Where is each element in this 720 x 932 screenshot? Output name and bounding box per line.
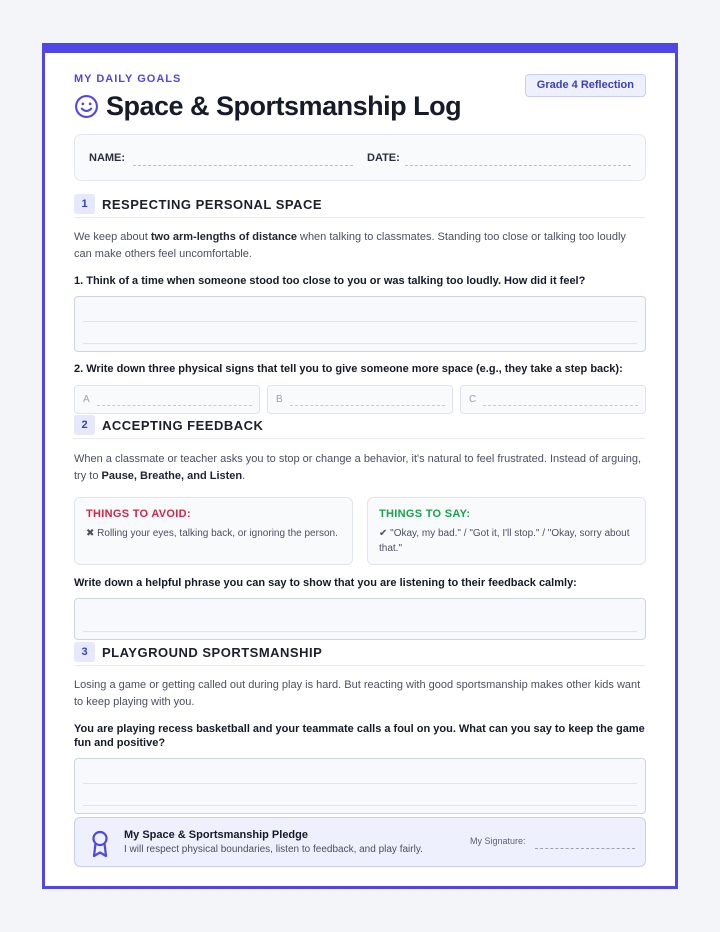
say-text: ✔ "Okay, my bad." / "Got it, I'll stop." / "Okay, sorry about that." <box>379 528 630 554</box>
intro-text: when talking to classmates. Standing too close or talking too loudly can make others feel uncomfortable. <box>74 231 626 260</box>
section-2-intro <box>74 451 646 485</box>
title-row <box>74 89 461 123</box>
name-date-box <box>74 134 646 181</box>
award-ribbon-icon <box>90 830 110 858</box>
section-3-title: PLAYGROUND SPORTSMANSHIP <box>102 645 323 660</box>
answer-box-a[interactable] <box>74 385 260 414</box>
smile-icon <box>74 94 99 119</box>
grade-badge: Grade 4 Reflection <box>525 74 646 97</box>
pledge-title: My Space & Sportsmanship Pledge <box>124 829 308 841</box>
answer-letter-a: A <box>83 394 90 405</box>
section-3-header <box>74 642 646 666</box>
answer-line <box>290 405 445 406</box>
section-2-number: 2 <box>74 415 95 435</box>
question-feedback: Write down a helpful phrase you can say to show that you are listening to their feedback calmly: <box>74 577 577 589</box>
answer-box-b[interactable] <box>267 385 453 414</box>
intro-bold-text: Pause, Breathe, and Listen <box>101 470 243 482</box>
signature-label: My Signature: <box>470 836 526 846</box>
intro-text: . <box>242 470 246 482</box>
section-1-header <box>74 194 646 218</box>
section-1-title: RESPECTING PERSONAL SPACE <box>102 197 323 212</box>
question-sportsmanship: You are playing recess basketball and your teammate calls a foul on you. What can you say to keep the game fun and positive? <box>74 723 645 749</box>
signature-field[interactable] <box>535 848 635 849</box>
pledge-text: I will respect physical boundaries, listen to feedback, and play fairly. <box>124 844 423 855</box>
answer-letter-b: B <box>276 394 283 405</box>
question-1: 1. Think of a time when someone stood too close to you or was talking too loudly. How did it feel? <box>74 275 586 287</box>
intro-bold-text: two arm-lengths of distance <box>150 231 297 243</box>
answer-box-1[interactable] <box>74 296 646 352</box>
things-to-say-box <box>367 497 646 565</box>
answer-box-sportsmanship[interactable] <box>74 758 646 814</box>
avoid-title: THINGS TO AVOID: <box>86 508 191 520</box>
intro-text: We keep about <box>74 231 151 243</box>
name-field[interactable] <box>133 165 353 166</box>
answer-letter-c: C <box>469 394 477 405</box>
date-label: DATE: <box>367 152 400 164</box>
section-1-intro <box>74 229 646 263</box>
page-title: Space & Sportsmanship Log <box>106 90 462 121</box>
intro-text: When a classmate or teacher asks you to stop or change a behavior, it's natural to feel frustrated. Instead of arguing, try to <box>74 453 642 482</box>
eyebrow: MY DAILY GOALS <box>74 73 182 85</box>
name-label: NAME: <box>89 152 126 164</box>
answer-box-feedback[interactable] <box>74 598 646 640</box>
section-2-header <box>74 415 646 439</box>
section-3-intro: Losing a game or getting called out during play is hard. But reacting with good sportsmanship makes other kids want to keep playing with you. <box>74 679 641 708</box>
worksheet-content <box>74 53 646 886</box>
pledge-box <box>74 817 646 867</box>
answer-line <box>83 343 637 344</box>
section-1-number: 1 <box>74 194 95 214</box>
answer-box-c[interactable] <box>460 385 646 414</box>
question-2: 2. Write down three physical signs that tell you to give someone more space (e.g., they take a step back): <box>74 363 623 375</box>
things-to-avoid-box <box>74 497 353 565</box>
worksheet <box>42 43 678 889</box>
answer-line <box>97 405 252 406</box>
avoid-text: ✖ Rolling your eyes, talking back, or ignoring the person. <box>86 528 338 539</box>
answer-line <box>83 321 637 322</box>
section-3-number: 3 <box>74 642 95 662</box>
answer-line <box>483 405 638 406</box>
answer-line <box>83 631 637 632</box>
say-title: THINGS TO SAY: <box>379 508 471 520</box>
answer-line <box>83 805 637 806</box>
section-2-title: ACCEPTING FEEDBACK <box>102 418 264 433</box>
answer-line <box>83 783 637 784</box>
date-field[interactable] <box>405 165 631 166</box>
